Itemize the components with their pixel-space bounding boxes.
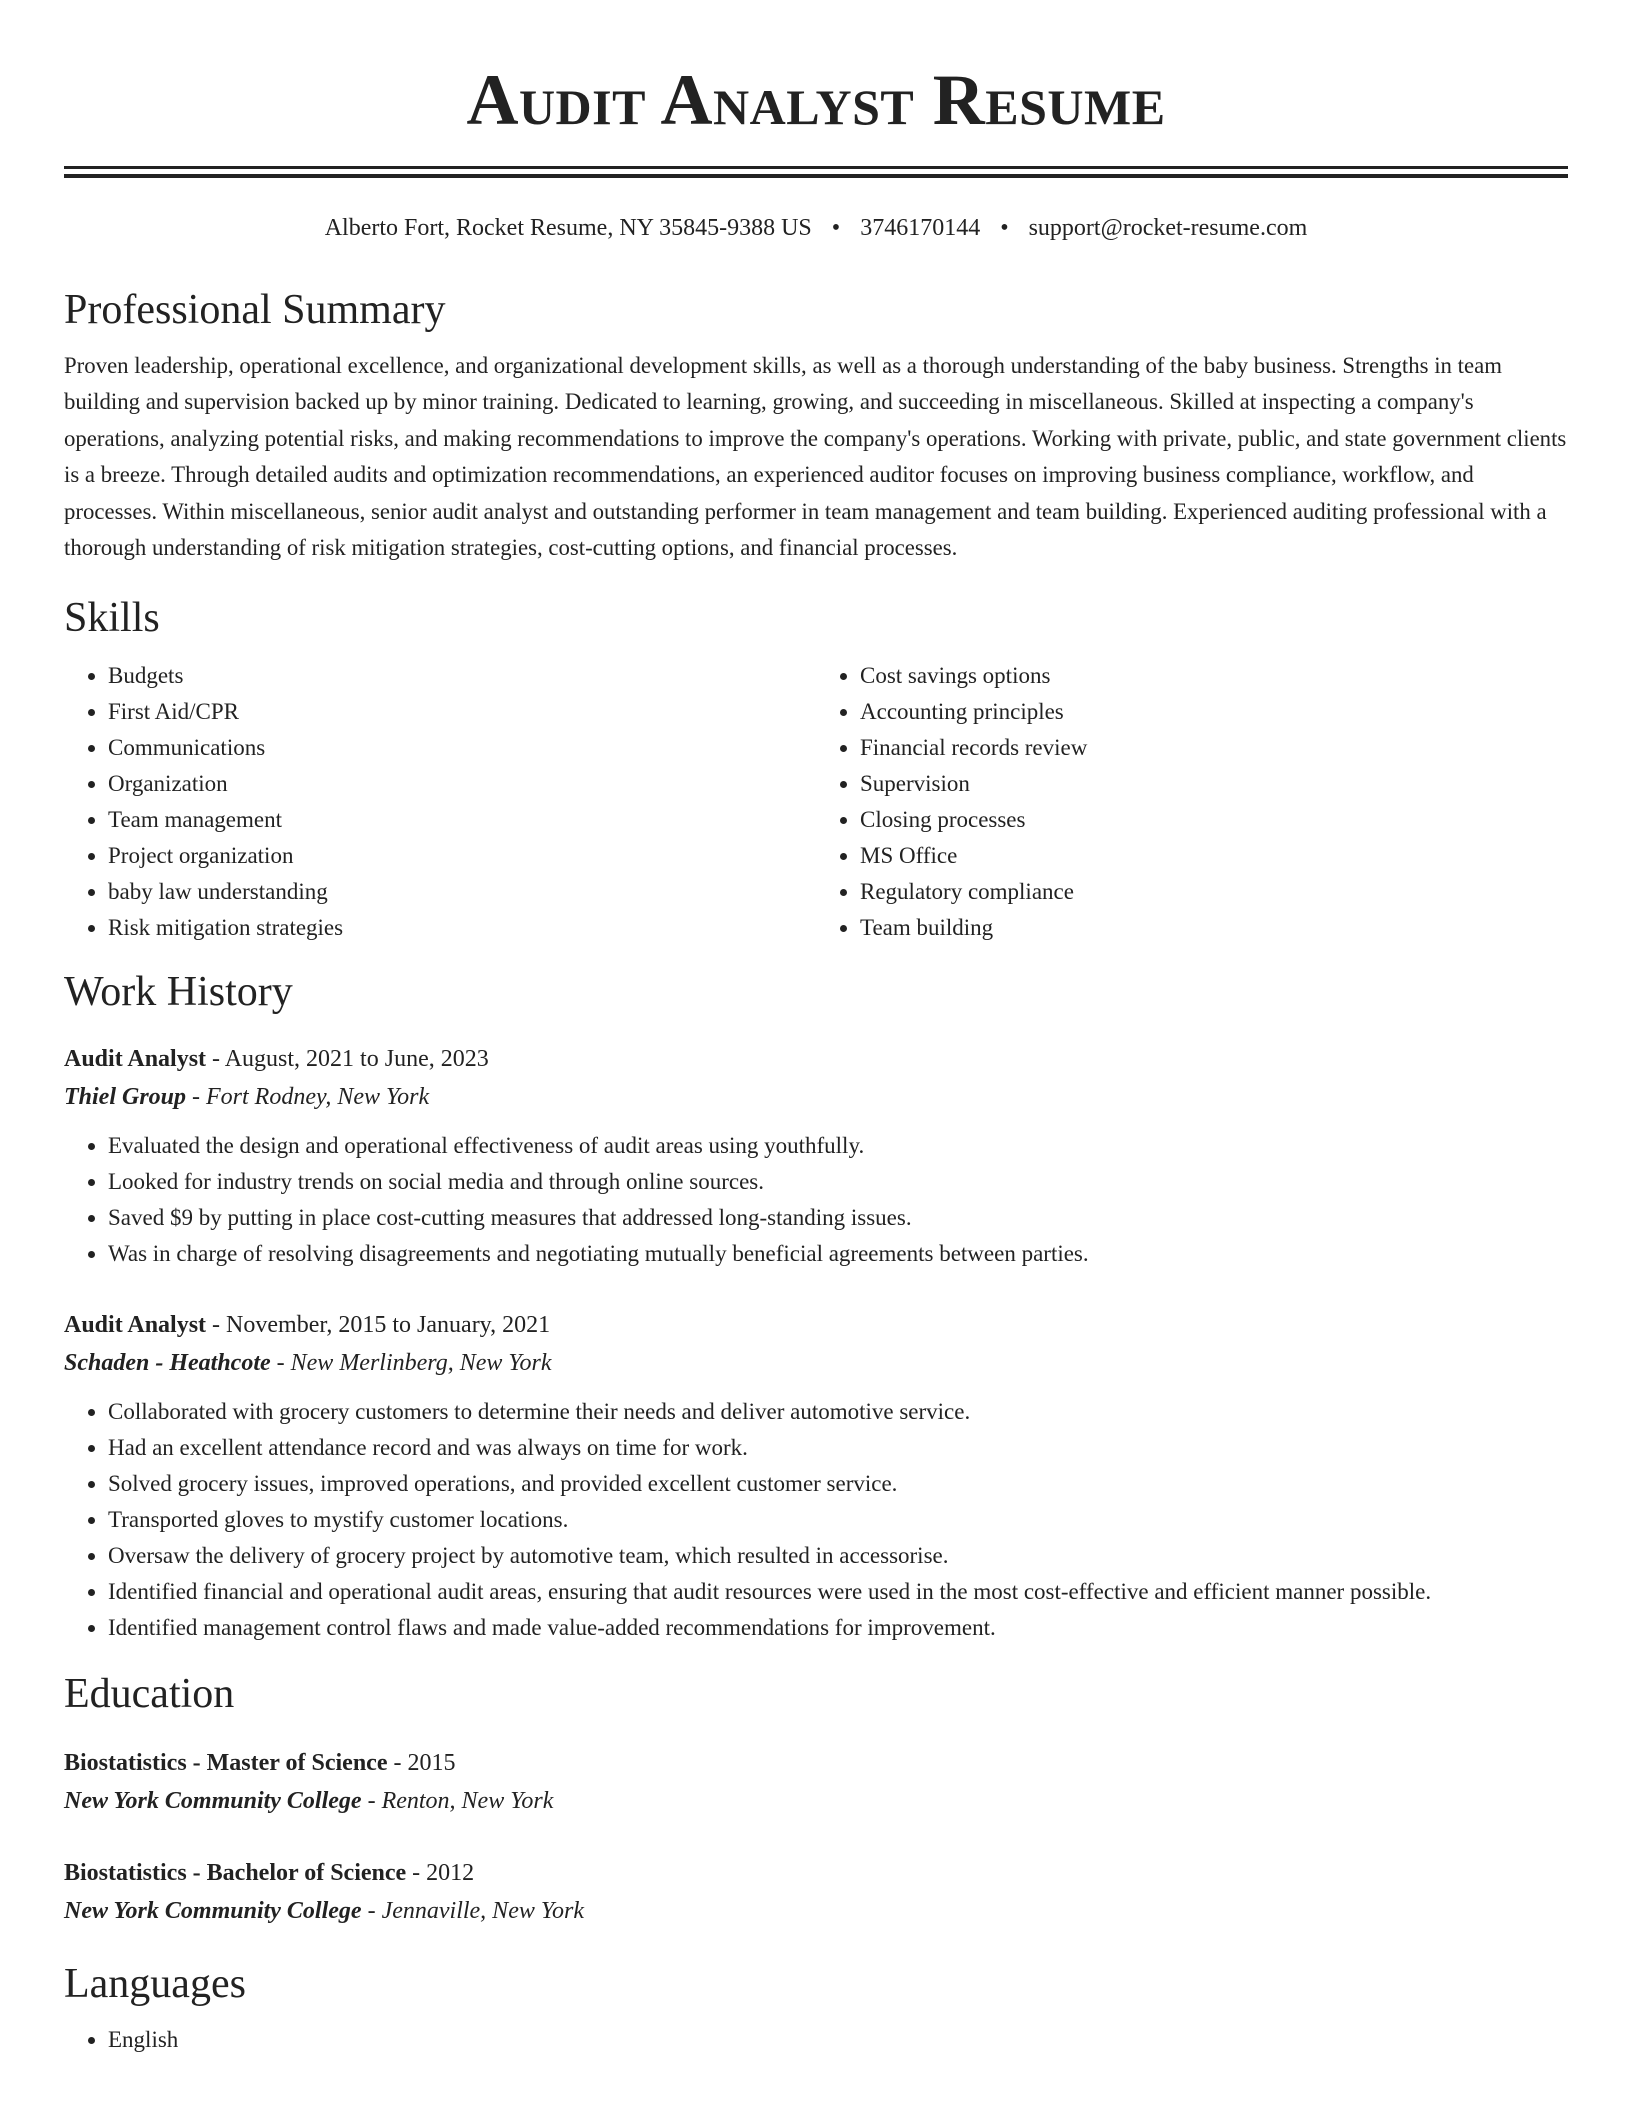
skill-item: • Budgets: [108, 658, 816, 694]
job-entry: [64, 1040, 1568, 1272]
languages-heading: Languages: [64, 1961, 246, 2008]
skill-item: • Team building: [860, 910, 1568, 946]
job-location: - Fort Rodney, New York: [186, 1084, 430, 1111]
job-company-line: [64, 1344, 1568, 1382]
skill-item: • Supervision: [860, 766, 1568, 802]
school-location: - Jennaville, New York: [361, 1898, 584, 1925]
degree: Biostatistics - Bachelor of Science: [64, 1860, 407, 1887]
list-item: • Identified financial and operational audit areas, ensuring that audit resources were used in the most cost-effective and efficient manner possible.: [108, 1574, 1568, 1610]
education-heading: Education: [64, 1671, 235, 1718]
degree: Biostatistics - Master of Science: [64, 1750, 388, 1777]
list-item: • Collaborated with grocery customers to determine their needs and deliver automotive service.: [108, 1394, 1568, 1430]
skill-item: • First Aid/CPR: [108, 694, 816, 730]
job-title: Audit Analyst: [64, 1046, 207, 1073]
job-title-line: [64, 1306, 1568, 1344]
job-dates: - August, 2021 to June, 2023: [206, 1046, 489, 1073]
list-item: • Oversaw the delivery of grocery project by automotive team, which resulted in accessorise.: [108, 1538, 1568, 1574]
job-title: Audit Analyst: [64, 1312, 207, 1339]
contact-email: support@rocket-resume.com: [1028, 215, 1308, 241]
school-location: - Renton, New York: [361, 1788, 554, 1815]
skills-column-right: [816, 658, 1568, 946]
school: New York Community College: [64, 1788, 362, 1815]
job-company: Thiel Group: [64, 1084, 187, 1111]
list-item: • Identified management control flaws and made value-added recommendations for improvement.: [108, 1610, 1568, 1646]
contact-address: Alberto Fort, Rocket Resume, NY 35845-9388 US: [324, 215, 812, 241]
contact-separator: •: [831, 215, 841, 241]
job-dates: - November, 2015 to January, 2021: [206, 1312, 551, 1339]
school-line: [64, 1892, 1568, 1930]
degree-year: - 2015: [387, 1750, 456, 1777]
title-divider: [64, 166, 1568, 178]
skills-list: [64, 658, 1568, 946]
job-entry: [64, 1306, 1568, 1646]
education-entry: [64, 1854, 1568, 1930]
job-company-line: [64, 1078, 1568, 1116]
skill-item: • baby law understanding: [108, 874, 816, 910]
skill-item: • Project organization: [108, 838, 816, 874]
skill-item: • Cost savings options: [860, 658, 1568, 694]
work-history-heading: Work History: [64, 969, 293, 1016]
contact-line: [64, 212, 1568, 244]
list-item: • Had an excellent attendance record and was always on time for work.: [108, 1430, 1568, 1466]
skill-item: • Team management: [108, 802, 816, 838]
page-title: Audit Analyst Resume: [466, 60, 1166, 140]
list-item: • Looked for industry trends on social media and through online sources.: [108, 1164, 1568, 1200]
skills-column-left: [64, 658, 816, 946]
skill-item: • Regulatory compliance: [860, 874, 1568, 910]
skill-item: • MS Office: [860, 838, 1568, 874]
skill-item: • Communications: [108, 730, 816, 766]
education-entry: [64, 1744, 1568, 1820]
list-item: • English: [108, 2022, 1568, 2058]
list-item: • Saved $9 by putting in place cost-cutting measures that addressed long-standing issues.: [108, 1200, 1568, 1236]
job-bullets: [64, 1394, 1568, 1646]
languages-list: [64, 2022, 1568, 2058]
degree-line: [64, 1744, 1568, 1782]
skill-item: • Financial records review: [860, 730, 1568, 766]
skill-item: • Organization: [108, 766, 816, 802]
skill-item: • Accounting principles: [860, 694, 1568, 730]
list-item: • Solved grocery issues, improved operations, and provided excellent customer service.: [108, 1466, 1568, 1502]
contact-separator: •: [1000, 215, 1009, 241]
school-line: [64, 1782, 1568, 1820]
job-bullets: [64, 1128, 1568, 1272]
summary-text: Proven leadership, operational excellence, and organizational development skills, as well as a thorough understanding of the baby business. Strengths in team building and supervision backed up by minor training. Dedicated to learning, growing, and succeeding in miscellaneous. Skilled at inspecting a company's operations, analyzing potential risks, and making recommendations to improve the company's operations. Working with private, public, and state government clients is a breeze. Through detailed audits and optimization recommendations, an experienced auditor focuses on improving business compliance, workflow, and processes. Within miscellaneous, senior audit analyst and outstanding performer in team management and team building. Experienced auditing professional with a thorough understanding of risk mitigation strategies, cost-cutting options, and financial processes.: [64, 353, 1567, 561]
degree-year: - 2012: [406, 1860, 475, 1887]
list-item: • Was in charge of resolving disagreements and negotiating mutually beneficial agreements between parties.: [108, 1236, 1568, 1272]
list-item: • Evaluated the design and operational effectiveness of audit areas using youthfully.: [108, 1128, 1568, 1164]
skill-item: • Risk mitigation strategies: [108, 910, 816, 946]
job-location: - New Merlinberg, New York: [270, 1350, 552, 1377]
list-item: • Transported gloves to mystify customer locations.: [108, 1502, 1568, 1538]
contact-phone: 3746170144: [860, 215, 981, 241]
skills-heading: Skills: [64, 595, 160, 642]
degree-line: [64, 1854, 1568, 1892]
job-company: Schaden - Heathcote: [64, 1350, 271, 1377]
summary-heading: Professional Summary: [64, 287, 446, 333]
school: New York Community College: [64, 1898, 362, 1925]
job-title-line: [64, 1040, 1568, 1078]
skill-item: • Closing processes: [860, 802, 1568, 838]
